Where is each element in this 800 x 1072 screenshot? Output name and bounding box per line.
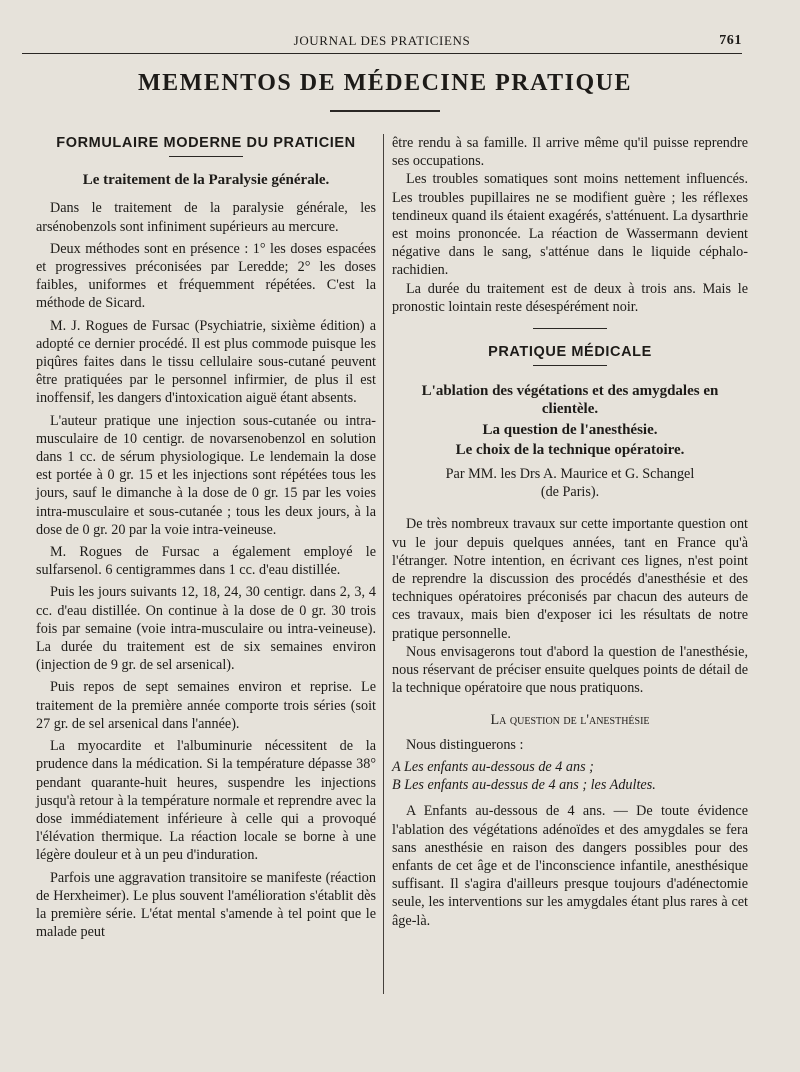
paragraph: Nous envisagerons tout d'abord la question de l'anesthésie, nous réservant de préciser ensuite quelques points de détail de la technique opératoire que nous pratiquons. — [392, 643, 748, 697]
title-rule — [330, 110, 440, 112]
section-title-pratique: PRATIQUE MÉDICALE — [488, 344, 652, 361]
paragraph: Nous distinguerons : — [406, 736, 524, 753]
paragraph: être rendu à sa famille. Il arrive même qu'il puisse reprendre ses occupations. — [392, 135, 748, 170]
page-number: 761 — [719, 33, 742, 48]
left-column — [36, 134, 376, 941]
paragraph: M. Rogues de Fursac a également employé le sulfarsenol. 6 centigrammes dans 1 cc. d'eau distillée. — [36, 544, 376, 579]
section-title-formulaire: FORMULAIRE MODERNE DU PRATICIEN — [56, 135, 356, 151]
paragraph: Dans le traitement de la paralysie générale, les arsénobenzols sont infiniment supérieurs au mercure. — [36, 200, 376, 235]
paragraph: M. J. Rogues de Fursac (Psychiatrie, sixième édition) a adopté ce dernier procédé. Il est plus commode puisque les piqûres faites dans le tissu cellulaire sous-cutané peuvent être pratiquées par le personnel infirmier, de plus il est inoffensif, les dangers d'intoxication aiguë étant absents. — [36, 317, 376, 407]
paragraph: L'auteur pratique une injection sous-cutanée ou intra-musculaire de 10 centigr. de novarsenobenzol en solution dans 1 cc. de sérum physiologique. Le lendemain la dose est portée à 0 gr. 15 et les injections sont répétées tous les jours, sauf le dimanche à la dose de 0 gr. 15 par les voies intra-musculaire et sous-cutanée ; tous les deux jours, à la dose de 0 gr. 20 par la voie intra-veineuse. — [36, 412, 376, 538]
paragraph: La myocardite et l'albuminurie nécessitent de la prudence dans la médication. Si la température dépasse 38° pendant quarante-huit heures, suspendre les injections jusqu'à retour à la température normale et reprendre avec la dose immédiatement inférieure à celle qui a provoqué l'élévation thermique. La réaction locale se borne à une légère douleur et à un peu d'induration. — [36, 738, 376, 864]
article-title-paralysie: Le traitement de la Paralysie générale. — [82, 172, 330, 189]
paragraph: De très nombreux travaux sur cette importante question ont vu le jour depuis quelques années, tant en France qu'à l'étranger. Notre intention, en écrivant ces lignes, n'est point de reprendre la discussion des procédés d'anesthésie et des techniques opératoires préconisés par chacun des auteurs de ces travaux, mais bien d'exposer ici les résultats de notre pratique personnelle. — [392, 516, 748, 642]
header-rule — [22, 53, 742, 54]
subsection-title: La question de l'anesthésie — [490, 712, 650, 729]
column-divider — [383, 134, 384, 994]
paragraph: Deux méthodes sont en présence : 1° les doses espacées et progressives préconisées par Leredde; 2° les doses faibles, uniformes et fréquemment répétées. C'est la méthode de Sicard. — [36, 240, 376, 312]
paragraph: Parfois une aggravation transitoire se manifeste (réaction de Herxheimer). Le plus souvent l'amélioration s'établit dès la première série. L'état mental s'amende à tel point que le malade peut — [36, 869, 376, 941]
right-column — [392, 134, 748, 930]
paragraph: Puis repos de sept semaines environ et reprise. Le traitement de la première année comporte trois séries (soit 27 gr. de sel arsenical dans l'année). — [36, 679, 376, 732]
list-item: A Les enfants au-dessous de 4 ans ; — [392, 758, 594, 775]
byline-location: (de Paris). — [540, 484, 600, 501]
article-subtitle-anesthesie: La question de l'anesthésie. — [482, 421, 658, 438]
separator-rule — [533, 328, 607, 329]
running-title: JOURNAL DES PRATICIENS — [293, 33, 471, 48]
list-item: B Les enfants au-dessus de 4 ans ; les Adultes. — [392, 777, 656, 794]
article-title-ablation: L'ablation des végétations et des amygdales en clientèle. — [421, 383, 719, 418]
section-rule — [533, 365, 607, 366]
main-title: MEMENTOS DE MÉDECINE PRATIQUE — [138, 70, 632, 96]
article-subtitle-technique: Le choix de la technique opératoire. — [455, 441, 685, 458]
paragraph: Les troubles somatiques sont moins nettement influencés. Les troubles pupillaires ne se modifient guère ; les réflexes tendineux quand ils étaient exagérés, s'atténuent. La dysarthrie est moins prononcée. La réaction de Wassermann devient négative dans le sang, s'atténue dans le liquide céphalo-rachidien. — [392, 171, 748, 279]
byline: Par MM. les Drs A. Maurice et G. Schangel — [445, 466, 695, 483]
paragraph: A Enfants au-dessous de 4 ans. — De toute évidence l'ablation des végétations adénoïdes et des amygdales se fera sans anesthésie en raison des dangers possibles pour des enfants de cet âge et de l'inconscience infantile, anesthésique suffisant. Il s'agira d'ailleurs presque toujours d'adénectomie seule, les interventions sur les amygdales étant plus rares à cet âge-là. — [392, 803, 748, 929]
paragraph: La durée du traitement est de deux à trois ans. Mais le pronostic lointain reste désespérément noir. — [392, 280, 748, 315]
section-rule — [169, 156, 243, 157]
paragraph: Puis les jours suivants 12, 18, 24, 30 centigr. dans 2, 3, 4 cc. d'eau distillée. On continue à la dose de 0 gr. 30 trois fois par semaine (voie intra-musculaire ou intra-veineuse). La durée du traitement est de six semaines environ (injection de 9 gr. de sel arsenical). — [36, 584, 376, 674]
